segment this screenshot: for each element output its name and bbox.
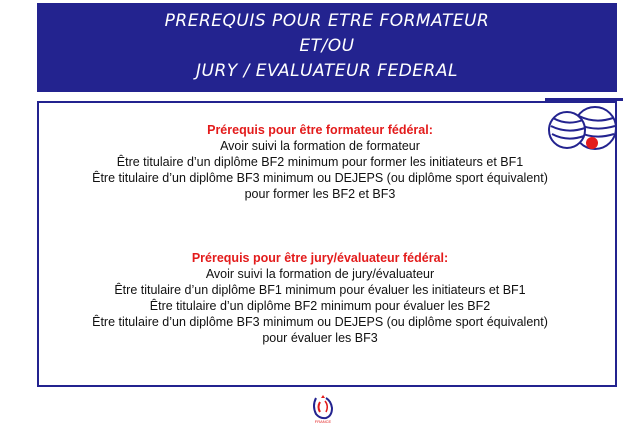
formateur-line: Être titulaire d’un diplôme BF2 minimum pour former les initiateurs et BF1	[116, 155, 524, 169]
jury-line: Être titulaire d’un diplôme BF1 minimum pour évaluer les initiateurs et BF1	[114, 283, 526, 297]
formateur-section	[0, 122, 640, 202]
jury-line: Être titulaire d’un diplôme BF3 minimum ou DEJEPS (ou diplôme sport équivalent)	[92, 315, 548, 329]
formateur-heading: Prérequis pour être formateur fédéral:	[207, 123, 433, 137]
title-banner	[37, 3, 617, 92]
banner-title-line-3: JURY / EVALUATEUR FEDERAL	[196, 61, 458, 81]
jury-line: pour évaluer les BF3	[262, 331, 378, 345]
jury-line: Avoir suivi la formation de jury/évaluateur	[205, 267, 435, 281]
federation-rooster-logo	[308, 392, 338, 424]
formateur-line: pour former les BF2 et BF3	[244, 187, 396, 201]
logo-caption: FRANCE	[314, 419, 332, 424]
banner-title-line-2: ET/OU	[299, 36, 355, 56]
jury-heading: Prérequis pour être jury/évaluateur fédéral:	[191, 251, 449, 265]
banner-title-line-1: PREREQUIS POUR ETRE FORMATEUR	[164, 11, 490, 31]
jury-section	[0, 250, 640, 346]
formateur-line: Être titulaire d’un diplôme BF3 minimum ou DEJEPS (ou diplôme sport équivalent)	[92, 171, 548, 185]
formateur-line: Avoir suivi la formation de formateur	[220, 139, 420, 153]
jury-line: Être titulaire d’un diplôme BF2 minimum pour évaluer les BF2	[149, 299, 491, 313]
